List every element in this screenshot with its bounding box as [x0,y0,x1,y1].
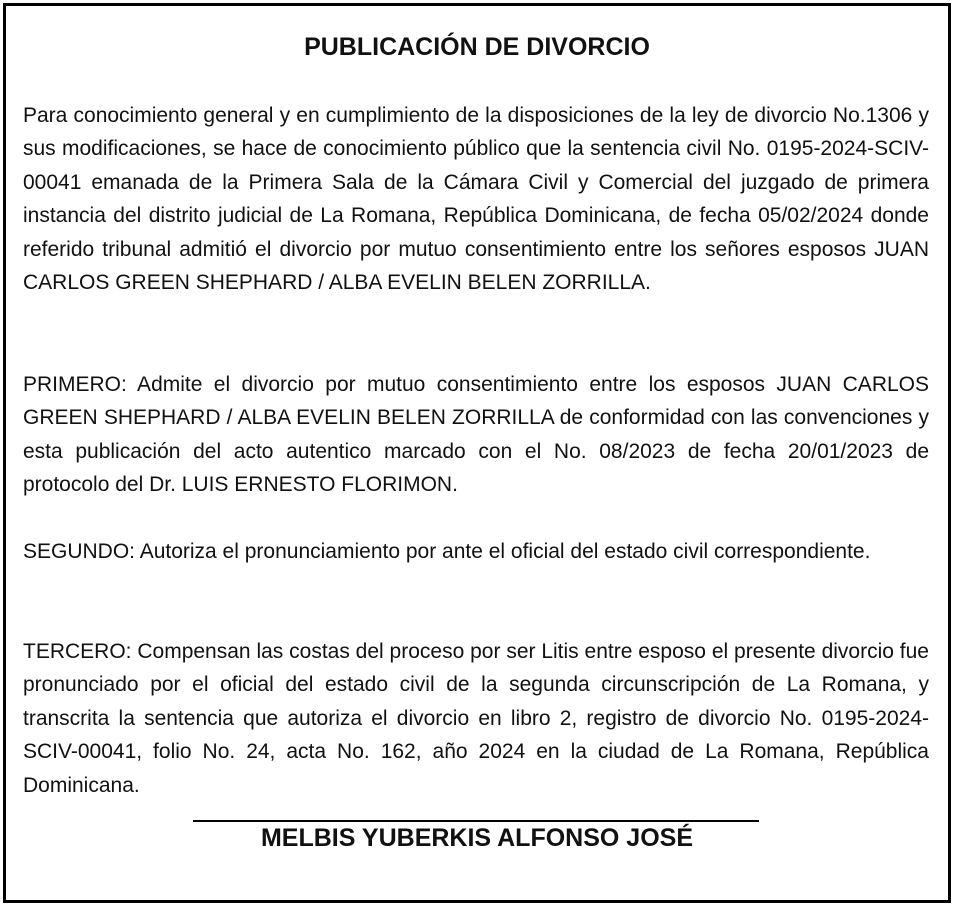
notice-title: PUBLICACIÓN DE DIVORCIO [304,33,650,61]
tercero-paragraph: TERCERO: Compensan las costas del proceso por ser Litis entre esposo el presente divorcio fue pronunciado por el oficial del estado civil de la segunda circunscripción de La Romana, y transcrita la sentencia que autoriza el divorcio en libro 2, registro de divorcio No. 0195-2024-SCIV-00041, folio No. 24, acta No. 162, año 2024 en la ciudad de La Romana, República Dominicana. [23,640,929,797]
primero-paragraph: PRIMERO: Admite el divorcio por mutuo consentimiento entre los esposos JUAN CARLOS GREEN SHEPHARD / ALBA EVELIN BELEN ZORRILLA de conformidad con las convenciones y esta publicación del acto autentico marcado con el No. 08/2023 de fecha 20/01/2023 de protocolo del Dr. LUIS ERNESTO FLORIMON. [23,373,929,497]
divorce-notice [3,3,951,903]
signature-name: MELBIS YUBERKIS ALFONSO JOSÉ [260,824,693,852]
segundo-paragraph: SEGUNDO: Autoriza el pronunciamiento por ante el oficial del estado civil correspondiente. [23,540,871,563]
intro-paragraph: Para conocimiento general y en cumplimiento de la disposiciones de la ley de divorcio No.1306 y sus modificaciones, se hace de conocimiento público que la sentencia civil No. 0195-2024-SCIV-00041 emanada de la Primera Sala de la Cámara Civil y Comercial del juzgado de primera instancia del distrito judicial de La Romana, República Dominicana, de fecha 05/02/2024 donde referido tribunal admitió el divorcio por mutuo consentimiento entre los señores esposos JUAN CARLOS GREEN SHEPHARD / ALBA EVELIN BELEN ZORRILLA. [23,104,929,295]
